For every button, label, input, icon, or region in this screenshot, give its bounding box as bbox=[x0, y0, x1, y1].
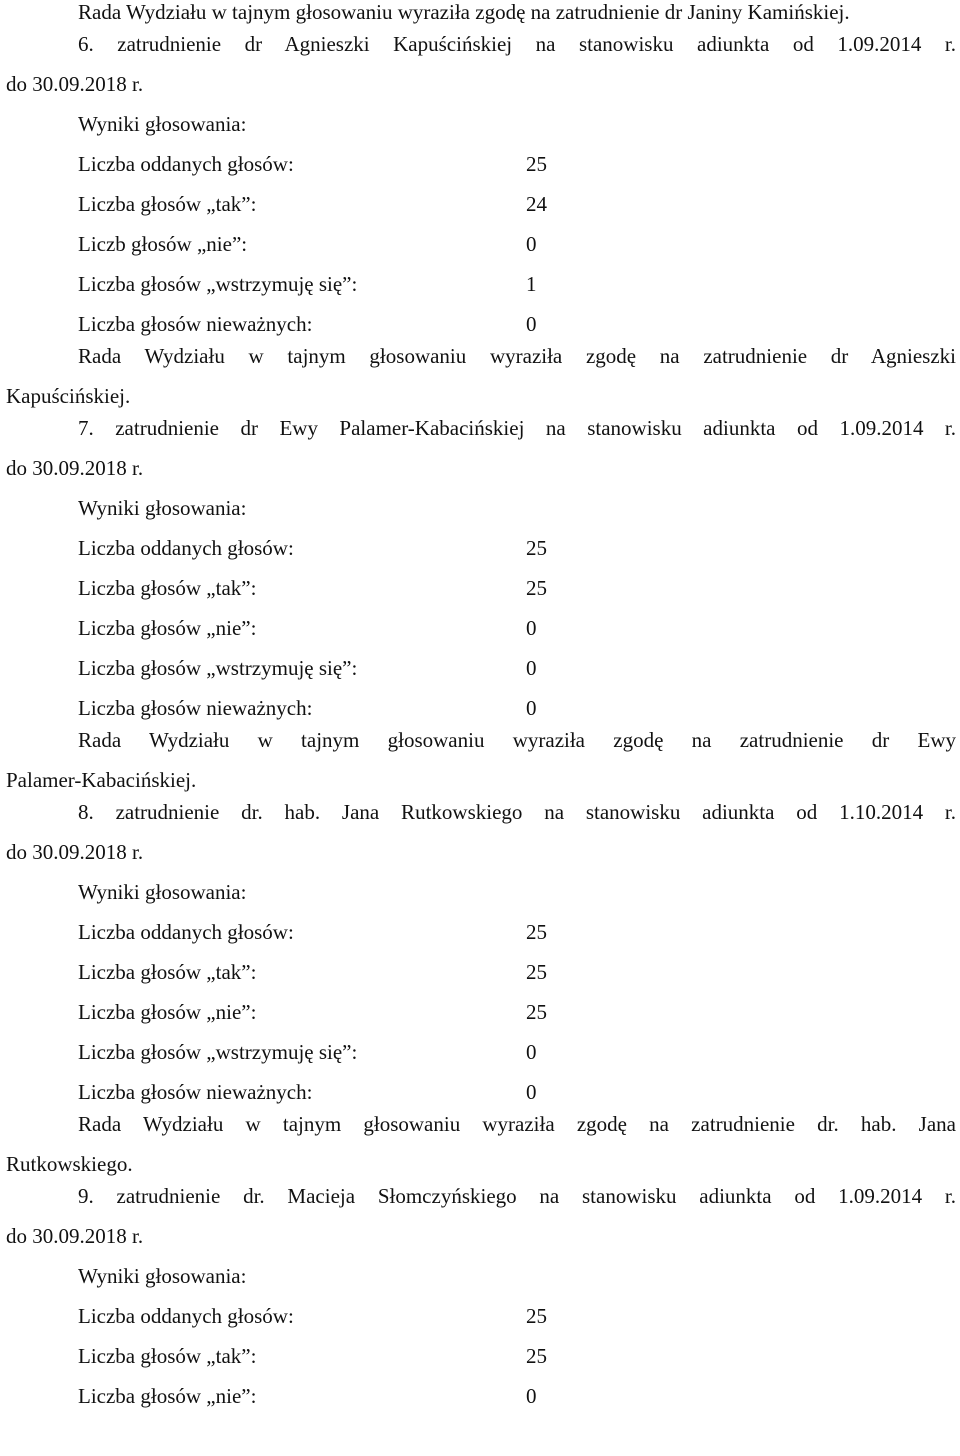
vote-label: Liczba oddanych głosów: bbox=[78, 536, 294, 560]
vote-count: 0 bbox=[526, 312, 537, 336]
vote-count: 1 bbox=[526, 272, 537, 296]
decision-text: Rada Wydziału w tajnym głosowaniu wyraziła zgodę na zatrudnienie dr Janiny Kamińskiej. bbox=[78, 0, 850, 24]
vote-label: Liczba głosów nieważnych: bbox=[78, 696, 313, 720]
vote-row bbox=[0, 992, 960, 1032]
resolution-title: 8. zatrudnienie dr. hab. Jana Rutkowskiego na stanowisku adiunkta od 1.10.2014 r. bbox=[78, 800, 956, 824]
vote-row bbox=[0, 688, 960, 728]
vote-count: 25 bbox=[526, 920, 547, 944]
decision-text: Rada Wydziału w tajnym głosowaniu wyraziła zgodę na zatrudnienie dr Agnieszki bbox=[78, 344, 956, 368]
vote-count: 0 bbox=[526, 1040, 537, 1064]
vote-count: 0 bbox=[526, 232, 537, 256]
vote-row bbox=[0, 184, 960, 224]
decision-text: Rada Wydziału w tajnym głosowaniu wyraziła zgodę na zatrudnienie dr Ewy bbox=[78, 728, 956, 752]
vote-count: 0 bbox=[526, 656, 537, 680]
vote-count: 25 bbox=[526, 576, 547, 600]
vote-row bbox=[0, 1296, 960, 1336]
vote-row bbox=[0, 912, 960, 952]
document-body bbox=[0, 24, 960, 1416]
vote-label: Liczba oddanych głosów: bbox=[78, 1304, 294, 1328]
resolution-title: 9. zatrudnienie dr. Macieja Słomczyńskiego na stanowisku adiunkta od 1.09.2014 r. bbox=[78, 1184, 956, 1208]
vote-row bbox=[0, 144, 960, 184]
vote-count: 25 bbox=[526, 1304, 547, 1328]
resolution-section bbox=[0, 1176, 960, 1416]
vote-row bbox=[0, 304, 960, 344]
vote-label: Liczba głosów „nie”: bbox=[78, 616, 257, 640]
vote-count: 0 bbox=[526, 696, 537, 720]
vote-row bbox=[0, 264, 960, 304]
vote-count: 0 bbox=[526, 1384, 537, 1408]
vote-label: Liczb głosów „nie”: bbox=[78, 232, 248, 256]
vote-label: Liczba głosów nieważnych: bbox=[78, 312, 313, 336]
vote-row bbox=[0, 608, 960, 648]
resolution-title: 7. zatrudnienie dr Ewy Palamer-Kabacińskiej na stanowisku adiunkta od 1.09.2014 r. bbox=[78, 416, 956, 440]
vote-row bbox=[0, 1072, 960, 1112]
vote-count: 25 bbox=[526, 960, 547, 984]
vote-row bbox=[0, 648, 960, 688]
results-heading: Wyniki głosowania: bbox=[78, 496, 247, 520]
resolution-title-continued: do 30.09.2018 r. bbox=[6, 72, 144, 96]
results-heading: Wyniki głosowania: bbox=[78, 112, 247, 136]
vote-label: Liczba głosów „nie”: bbox=[78, 1384, 257, 1408]
vote-label: Liczba głosów nieważnych: bbox=[78, 1080, 313, 1104]
decision-text-continued: Palamer-Kabacińskiej. bbox=[6, 768, 197, 792]
vote-label: Liczba głosów „tak”: bbox=[78, 576, 257, 600]
vote-label: Liczba głosów „wstrzymuję się”: bbox=[78, 656, 358, 680]
vote-row bbox=[0, 528, 960, 568]
vote-label: Liczba głosów „tak”: bbox=[78, 192, 257, 216]
results-heading: Wyniki głosowania: bbox=[78, 880, 247, 904]
vote-count: 0 bbox=[526, 616, 537, 640]
vote-row bbox=[0, 224, 960, 264]
vote-label: Liczba oddanych głosów: bbox=[78, 152, 294, 176]
decision-text: Rada Wydziału w tajnym głosowaniu wyraziła zgodę na zatrudnienie dr. hab. Jana bbox=[78, 1112, 956, 1136]
vote-count: 25 bbox=[526, 1000, 547, 1024]
vote-count: 25 bbox=[526, 1344, 547, 1368]
decision-text-continued: Rutkowskiego. bbox=[6, 1152, 133, 1176]
vote-count: 24 bbox=[526, 192, 547, 216]
vote-count: 25 bbox=[526, 536, 547, 560]
vote-row bbox=[0, 952, 960, 992]
vote-label: Liczba głosów „tak”: bbox=[78, 960, 257, 984]
vote-row bbox=[0, 1032, 960, 1072]
vote-count: 0 bbox=[526, 1080, 537, 1104]
decision-text-continued: Kapuścińskiej. bbox=[6, 384, 131, 408]
vote-row bbox=[0, 1376, 960, 1416]
resolution-title: 6. zatrudnienie dr Agnieszki Kapuścińskiej na stanowisku adiunkta od 1.09.2014 r. bbox=[78, 32, 956, 56]
resolution-section bbox=[0, 408, 960, 800]
vote-label: Liczba oddanych głosów: bbox=[78, 920, 294, 944]
resolution-title-continued: do 30.09.2018 r. bbox=[6, 840, 144, 864]
vote-label: Liczba głosów „wstrzymuję się”: bbox=[78, 1040, 358, 1064]
results-heading: Wyniki głosowania: bbox=[78, 1264, 247, 1288]
vote-label: Liczba głosów „nie”: bbox=[78, 1000, 257, 1024]
vote-count: 25 bbox=[526, 152, 547, 176]
vote-label: Liczba głosów „tak”: bbox=[78, 1344, 257, 1368]
vote-row bbox=[0, 568, 960, 608]
vote-row bbox=[0, 1336, 960, 1376]
resolution-section bbox=[0, 792, 960, 1184]
resolution-title-continued: do 30.09.2018 r. bbox=[6, 1224, 144, 1248]
resolution-title-continued: do 30.09.2018 r. bbox=[6, 456, 144, 480]
resolution-section bbox=[0, 24, 960, 416]
vote-label: Liczba głosów „wstrzymuję się”: bbox=[78, 272, 358, 296]
